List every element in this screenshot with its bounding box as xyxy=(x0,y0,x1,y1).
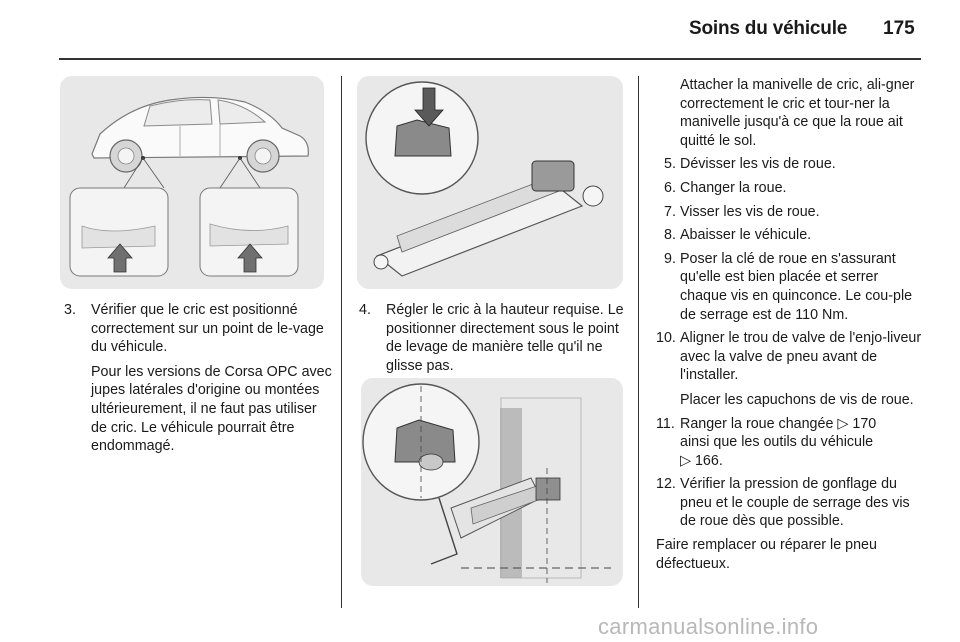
step-text: Abaisser le véhicule. xyxy=(680,227,812,244)
step-number: 5. xyxy=(664,156,676,173)
step-number: 7. xyxy=(664,203,676,220)
step-number: 12. xyxy=(656,476,676,493)
section-title: Soins du véhicule xyxy=(689,18,848,39)
step-number: 6. xyxy=(664,179,676,196)
step-7 xyxy=(651,203,923,222)
step-note: Placer les capuchons de vis de roue. xyxy=(680,391,914,408)
jack-crank-illustration xyxy=(357,76,623,289)
step-6 xyxy=(651,179,923,198)
step-11 xyxy=(651,415,923,471)
step-text: Vérifier que le cric est positionné correctement sur un point de le-vage du véhicule. xyxy=(91,302,324,356)
step-text: Ranger la roue changée ▷ 170 ainsi que les outils du véhicule ▷ 166. xyxy=(680,415,877,469)
step-number: 3. xyxy=(64,302,76,318)
step-number: 10. xyxy=(656,330,676,347)
page-reference-link[interactable]: 170 xyxy=(852,415,877,432)
car-jacking-points-illustration xyxy=(60,76,324,289)
closing-note: Faire remplacer ou réparer le pneu défectueux. xyxy=(656,537,877,572)
step-number: 8. xyxy=(664,227,676,244)
step-10 xyxy=(651,329,923,409)
step-number: 9. xyxy=(664,250,676,267)
step-text: Aligner le trou de valve de l'enjo-liveur avec la valve de pneu avant de l'installer. xyxy=(680,330,922,384)
header-rule xyxy=(59,58,921,60)
step-4 xyxy=(359,301,637,375)
step-text: Dévisser les vis de roue. xyxy=(680,156,836,173)
watermark-link[interactable]: carmanualsonline.info xyxy=(598,614,819,639)
page-number: 175 xyxy=(883,18,915,39)
crank-instruction: Attacher la manivelle de cric, ali-gner correctement le cric et tour-ner la manivelle jusqu'à ce que la roue ait quitté le sol. xyxy=(680,77,915,149)
arrow-reference-icon: ▷ xyxy=(680,452,691,469)
step-8 xyxy=(651,226,923,245)
page-reference-link[interactable]: 166. xyxy=(694,452,723,469)
step-9 xyxy=(651,250,923,324)
step-12 xyxy=(651,475,923,531)
step-number: 11. xyxy=(656,415,675,432)
step-text: Vérifier la pression de gonflage du pneu et le couple de serrage des vis de roue dès que possible. xyxy=(680,476,910,530)
step-text: Changer la roue. xyxy=(680,179,787,196)
step-text: Visser les vis de roue. xyxy=(680,203,820,220)
step-5 xyxy=(651,155,923,174)
column-divider-1 xyxy=(341,76,342,608)
jack-placement-illustration xyxy=(361,378,623,586)
step-text: Régler le cric à la hauteur requise. Le positionner directement sous le point de levage de manière telle qu'il ne glisse pas. xyxy=(386,302,624,374)
arrow-reference-icon: ▷ xyxy=(837,415,849,432)
step-note: Pour les versions de Corsa OPC avec jupes latérales d'origine ou montées ultérieurement, il ne faut pas utiliser de cric. Le véhicule pourrait être endommagé. xyxy=(91,363,332,455)
column-divider-2 xyxy=(638,76,639,608)
column-3 xyxy=(651,76,923,573)
step-number: 4. xyxy=(359,302,371,318)
step-text: Poser la clé de roue en s'assurant qu'elle est bien placée et serrer chaque vis en quinconce. Le cou-ple de serrage est de 110 Nm. xyxy=(680,250,913,323)
step-3 xyxy=(64,301,336,456)
